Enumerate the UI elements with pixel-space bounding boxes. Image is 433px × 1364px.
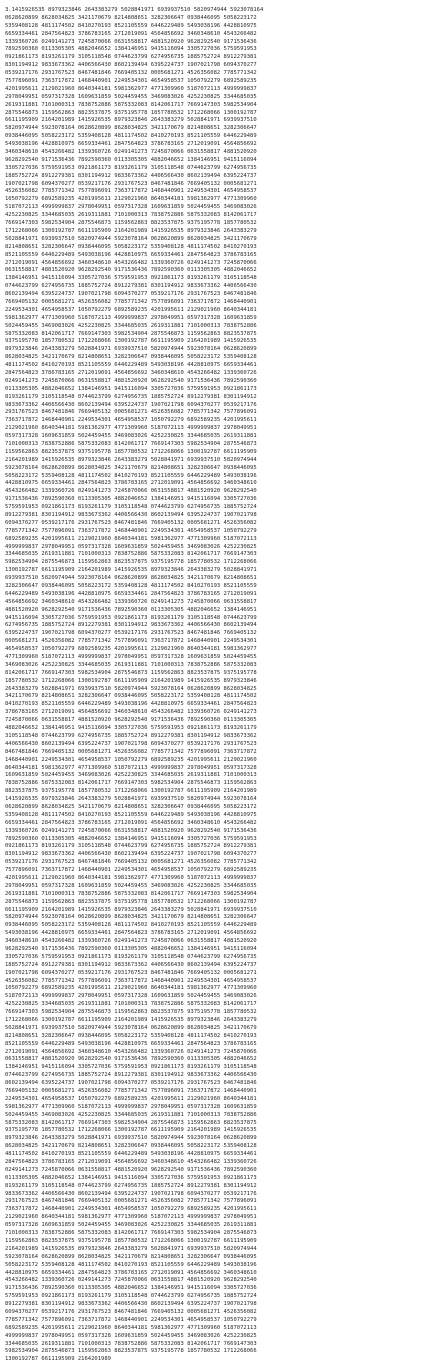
- digit-line: 8823537875 9375195778 1857780532 1712268066 1300192787 6611195909 2164201989: [5, 788, 257, 795]
- digit-line: 9171536436 7892590360 0113305305 4882046652 1384146951 9415116094 3305727036: [5, 1285, 257, 1292]
- digit-line: 7785771342 7577896091 7363717872 1468440901 2249534301 4654958537 1050792279: [5, 1316, 257, 1323]
- digit-line: 2875546873 1159562863 8823537875 9375195778 1857780532 1712268066 1300192787: [5, 898, 257, 905]
- digit-line: 5759591953 0921861173 8193261179 3105118548 0744623799 6274956735 1885752724: [5, 1293, 257, 1300]
- digit-line: 4654958537 1050792279 6892589235 4201995611 2129021960 8640344181 5981362977: [5, 646, 257, 653]
- digit-line: 0113305305 4882046652 1384146951 9415116094 3305727036 5759591953 0921861173: [5, 385, 257, 392]
- digit-line: 0597317328 1609631859 5024459455 3469083026 4252230825 3344685035 2619311881: [5, 433, 257, 440]
- digit-line: 4771309960 5187072113 4999999837 2978049951 0597317328 1609631859 5024459455: [5, 654, 257, 661]
- digit-line: 5187072113 4999999837 2978049951 0597317328 1609631859 5024459455 3469083026: [5, 993, 257, 1000]
- digit-line: 2164201989 1415926535 8979323846 2643383279 5028841971 6939937510 5820974944: [5, 456, 257, 463]
- digit-line: 1415926535 8979323846 2643383279 5028841971 6939937510 5820974944 5923078164: [5, 796, 257, 803]
- digit-line: 7669405132 0005681271 4526356082 7785771342 7577896091 7363717872 1468440901: [5, 298, 257, 305]
- digit-line: 0938446095 5058223172 5359408128 4811174502 8410270193 8521105559 6446229489: [5, 133, 257, 140]
- digit-line: 7245870066 0631558817 4881520920 9628292540 9171536436 7892590360 0113305305: [5, 717, 257, 724]
- digit-line: 4543266482 1339360726 0249141273 7245870066 0631558817 4881520920 9628292540: [5, 1277, 257, 1284]
- digit-line: 5058223172 5359408128 4811174502 8410270193 8521105559 6446229489 5493038196: [5, 472, 257, 479]
- digit-line: 8193261179 3105118548 0744623799 6274956735 1885752724 8912279381 8301194912: [5, 393, 257, 400]
- digit-line: 1384146951 9415116094 3305727036 5759591953 0921861173 8193261179 3105118548: [5, 1064, 257, 1071]
- digit-line: 8214808651 3282306647 0938446095 5058223172 5359408128 4811174502 8410270193: [5, 1032, 257, 1039]
- digit-line: 7669405132 0005681271 4526356082 7785771342 7577896091 7363717872 1468440901: [5, 1088, 257, 1095]
- digit-line: 5024459455 3469083026 4252230825 3344685035 2619311881 7101000313 7838752886: [5, 322, 257, 329]
- digit-line: 1050792279 6892589235 4201995611 2129021960 8640344181 5981362977 4771309960: [5, 985, 257, 992]
- digit-line: 3421170679 8214808651 3282306647 0938446095 5058223172 5359408128 4811174502: [5, 693, 257, 700]
- digit-line: 0597317328 1609631859 5024459455 3469083026 4252230825 3344685035 2619311881: [5, 1222, 257, 1229]
- digit-line: 7577896091 7363717872 1468440901 2249534301 4654958537 1050792279 6892589235: [5, 867, 257, 874]
- digit-line: 6892589235 4201995611 2129021960 8640344181 5981362977 4771309960 5187072113: [5, 535, 257, 542]
- digit-line: 8912279381 8301194912 9833673362 4406566430 8602139494 6395224737 1907021798: [5, 512, 257, 518]
- digit-line: 0631558817 4881520920 9628292540 9171536436 7892590360 0113305305 4882046652: [5, 1056, 257, 1063]
- digit-line: 1050792279 6892589235 4201995611 2129021960 8640344181 5981362977 4771309960: [5, 196, 257, 203]
- digit-line: 2619311881 7101000313 7838752886 5875332083 8142061717 7669147303 5982534904: [5, 101, 257, 108]
- digit-line: 5820974944 5923078164 0628620899 8628034825 3421170679 8214808651 3282306647: [5, 914, 257, 921]
- digit-line: 1339360726 0249141273 7245870066 0631558817 4881520920 9628292540 9171536436: [5, 827, 257, 834]
- digit-line: 5024459455 3469083026 4252230825 3344685035 2619311881 7101000313 7838752886: [5, 1111, 257, 1118]
- digit-line: 8602139494 6395224737 1907021798 6094370277 0539217176 2931767523 8467481846: [5, 291, 257, 298]
- digit-line: 5875332083 8142061717 7669147303 5982534904 2875546873 1159562863 8823537875: [5, 330, 257, 337]
- digit-line: 8521105559 6446229489 5493038196 4428810975 6659334461 2847564823 3786783165: [5, 1040, 257, 1047]
- digit-line: 7363717872 1468440901 2249534301 4654958537 1050792279 6892589235 4201995611: [5, 1206, 257, 1213]
- digit-line: 1609631859 5024459455 3469083026 4252230825 3344685035 2619311881 7101000313: [5, 772, 257, 779]
- digit-line: 6611195909 2164201989 1415926535 8979323846 2643383279 5028841971 6939937510: [5, 117, 257, 124]
- digit-line: 4564856692 3460348610 4543266482 1339360726 0249141273 7245870066 0631558817: [5, 598, 257, 605]
- digit-line: 0744623799 6274956735 1885752724 8912279381 8301194912 9833673362 4406566430: [5, 283, 257, 290]
- digit-line: 3460348610 4543266482 1339360726 0249141273 7245870066 0631558817 4881520920: [5, 149, 257, 156]
- digit-line: 9375195778 1857780532 1712268066 1300192787 6611195909 2164201989 1415926535: [5, 338, 257, 345]
- digit-line: 0631558817 4881520920 9628292540 9171536436 7892590360 0113305305 4882046652: [5, 267, 257, 274]
- digit-line: 3105118548 0744623799 6274956735 1885752724 8912279381 8301194912 9833673362: [5, 732, 257, 739]
- digit-line: 0921861173 8193261179 3105118548 0744623799 6274956735 1885752724 8912279381: [5, 843, 257, 850]
- digit-line: 3460348610 4543266482 1339360726 0249141273 7245870066 0631558817 4881520920: [5, 938, 257, 945]
- digit-line: 5359408128 4811174502 8410270193 8521105559 6446229489 5493038196 4428810975: [5, 22, 257, 29]
- digit-line: 3786783165 2712019091 4564856692 3460348610 4543266482 1339360726 0249141273: [5, 709, 257, 716]
- digit-line: 5028841971 6939937510 5820974944 5923078164 0628620899 8628034825 3421170679: [5, 1024, 257, 1031]
- digit-line: 9375195778 1857780532 1712268066 1300192787 6611195909 2164201989 1415926535: [5, 1127, 257, 1134]
- pi-digits-document: [5, 7, 429, 1363]
- digit-line: 8912279381 8301194912 9833673362 4406566430 8602139494 6395224737 1907021798: [5, 1301, 257, 1308]
- digit-line: 0921861173 8193261179 3105118548 0744623799 6274956735 1885752724 8912279381: [5, 54, 257, 61]
- digit-line: 4252230825 3344685035 2619311881 7101000313 7838752886 5875332083 8142061717: [5, 212, 257, 219]
- digit-line: 8193261179 3105118548 0744623799 6274956735 1885752724 8912279381 8301194912: [5, 1182, 257, 1189]
- digit-line: 7838752886 5875332083 8142061717 7669147303 5982534904 2875546873 1159562863: [5, 780, 257, 787]
- digit-line: 3344685035 2619311881 7101000313 7838752886 5875332083 8142061717 7669147303: [5, 551, 257, 558]
- digit-line: 1300192787 6611195909 2164201989 1415926535 8979323846 2643383279 5028841971: [5, 567, 257, 574]
- digit-line: 2847564823 3786783165 2712019091 4564856692 3460348610 4543266482 1339360726: [5, 369, 257, 376]
- digit-line: 2129021960 8640344181 5981362977 4771309960 5187072113 4999999837 2978049951: [5, 1214, 257, 1221]
- digit-line: 4881520920 9628292540 9171536436 7892590360 0113305305 4882046652 1384146951: [5, 606, 257, 613]
- digit-line: 2875546873 1159562863 8823537875 9375195778 1857780532 1712268066 1300192787: [5, 109, 257, 116]
- digit-line: 4999999837 2978049951 0597317328 1609631859 5024459455 3469083026 4252230825: [5, 1332, 257, 1339]
- digit-line: 4526356082 7785771342 7577896091 7363717872 1468440901 2249534301 4654958537: [5, 188, 257, 195]
- digit-line: 4252230825 3344685035 2619311881 7101000313 7838752886 5875332083 8142061717: [5, 1001, 257, 1008]
- digit-line: 2643383279 5028841971 6939937510 5820974944 5923078164 0628620899 8628034825: [5, 685, 257, 692]
- digit-line: 1712268066 1300192787 6611195909 2164201989 1415926535 8979323846 2643383279: [5, 1017, 257, 1023]
- digit-line: 7363717872 1468440901 2249534301 4654958537 1050792279 6892589235 4201995611: [5, 417, 257, 424]
- digit-line: 5923078164 0628620899 8628034825 3421170679 8214808651 3282306647 0938446095: [5, 1253, 257, 1260]
- digit-line: 2129021960 8640344181 5981362977 4771309960 5187072113 4999999837 2978049951: [5, 425, 257, 432]
- digit-line: 9628292540 9171536436 7892590360 0113305305 4882046652 1384146951 9415116094: [5, 156, 257, 163]
- digit-line: 6094370277 0539217176 2931767523 8467481846 7669405132 0005681271 4526356082: [5, 519, 257, 526]
- digit-line: 8301194912 9833673362 4406566430 8602139494 6395224737 1907021798 6094370277: [5, 62, 257, 69]
- digit-line: 8628034825 3421170679 8214808651 3282306647 0938446095 5058223172 5359408128: [5, 1143, 257, 1150]
- digit-line: 7892590360 0113305305 4882046652 1384146951 9415116094 3305727036 5759591953: [5, 46, 257, 53]
- digit-line: 4882046652 1384146951 9415116094 3305727036 5759591953 0921861173 8193261179: [5, 725, 257, 732]
- digit-line: 1885752724 8912279381 8301194912 9833673362 4406566430 8602139494 6395224737: [5, 172, 257, 179]
- digit-line: 3.1415926535 8979323846 2643383279 5028841971 6939937510 5820974944 5923078164: [5, 7, 264, 13]
- digit-line: 1907021798 6094370277 0539217176 2931767523 8467481846 7669405132 0005681271: [5, 180, 257, 187]
- digit-line: 0628620899 8628034825 3421170679 8214808651 3282306647 0938446095 5058223172: [5, 803, 257, 810]
- digit-line: 5820974944 5923078164 0628620899 8628034825 3421170679 8214808651 3282306647: [5, 125, 257, 132]
- digit-line: 9628292540 9171536436 7892590360 0113305305 4882046652 1384146951 9415116094: [5, 945, 257, 952]
- digit-line: 2847564823 3786783165 2712019091 4564856692 3460348610 4543266482 1339360726: [5, 1159, 257, 1166]
- digit-line: 2978049951 0597317328 1609631859 5024459455 3469083026 4252230825 3344685035: [5, 93, 257, 100]
- digit-line: 1159562863 8823537875 9375195778 1857780532 1712268066 1300192787 6611195909: [5, 448, 257, 455]
- digit-line: 8979323846 2643383279 5028841971 6939937510 5820974944 5923078164 0628620899: [5, 346, 257, 353]
- digit-line: 4406566430 8602139494 6395224737 1907021798 6094370277 0539217176 2931767523: [5, 740, 257, 747]
- digit-line: 4811174502 8410270193 8521105559 6446229489 5493038196 4428810975 6659334461: [5, 1151, 257, 1158]
- digit-line: 8410270193 8521105559 6446229489 5493038196 4428810975 6659334461 2847564823: [5, 701, 257, 708]
- digit-line: 4811174502 8410270193 8521105559 6446229489 5493038196 4428810975 6659334461: [5, 362, 257, 369]
- digit-line: 5187072113 4999999837 2978049951 0597317328 1609631859 5024459455 3469083026: [5, 204, 257, 211]
- digit-line: 4999999837 2978049951 0597317328 1609631859 5024459455 3469083026 4252230825: [5, 543, 257, 550]
- digit-line: 0005681271 4526356082 7785771342 7577896091 7363717872 1468440901 2249534301: [5, 638, 257, 645]
- digit-line: 3305727036 5759591953 0921861173 8193261179 3105118548 0744623799 6274956735: [5, 953, 257, 960]
- digit-line: 8979323846 2643383279 5028841971 6939937510 5820974944 5923078164 0628620899: [5, 1135, 257, 1142]
- digit-line: 4543266482 1339360726 0249141273 7245870066 0631558817 4881520920 9628292540: [5, 488, 257, 495]
- digit-line: 6094370277 0539217176 2931767523 8467481846 7669405132 0005681271 4526356082: [5, 1308, 257, 1315]
- digit-line: 8467481846 7669405132 0005681271 4526356082 7785771342 7577896091 7363717872: [5, 748, 257, 755]
- digit-line: 0744623799 6274956735 1885752724 8912279381 8301194912 9833673362 4406566430: [5, 1072, 257, 1079]
- digit-line: 3282306647 0938446095 5058223172 5359408128 4811174502 8410270193 8521105559: [5, 583, 257, 590]
- digit-line: 5028841971 6939937510 5820974944 5923078164 0628620899 8628034825 3421170679: [5, 235, 257, 242]
- digit-line: 2164201989 1415926535 8979323846 2643383279 5028841971 6939937510 5820974944: [5, 1245, 257, 1252]
- digit-line: 3344685035 2619311881 7101000313 7838752886 5875332083 8142061717 7669147303: [5, 1340, 257, 1347]
- digit-line: 1712268066 1300192787 6611195909 2164201989 1415926535 8979323846 2643383279: [5, 227, 257, 234]
- digit-line: 2249534301 4654958537 1050792279 6892589235 4201995611 2129021960 8640344181: [5, 1095, 257, 1102]
- digit-line: 4526356082 7785771342 7577896091 7363717872 1468440901 2249534301 4654958537: [5, 977, 257, 984]
- digit-line: 5982534904 2875546873 1159562863 8823537875 9375195778 1857780532 1712268066: [5, 559, 257, 566]
- digit-line: 6659334461 2847564823 3786783165 2712019091 4564856692 3460348610 4543266482: [5, 30, 257, 37]
- digit-line: 2249534301 4654958537 1050792279 6892589235 4201995611 2129021960 8640344181: [5, 306, 257, 313]
- digit-line: 3469083026 4252230825 3344685035 2619311881 7101000313 7838752886 5875332083: [5, 661, 257, 668]
- digit-line: 2978049951 0597317328 1609631859 5024459455 3469083026 4252230825 3344685035: [5, 882, 257, 889]
- digit-line: 1300192787 6611195909 2164201989: [5, 1356, 111, 1363]
- digit-line: 9833673362 4406566430 8602139494 6395224737 1907021798 6094370277 0539217176: [5, 401, 257, 408]
- digit-line: 8628034825 3421170679 8214808651 3282306647 0938446095 5058223172 5359408128: [5, 354, 257, 361]
- digit-line: 7101000313 7838752886 5875332083 8142061717 7669147303 5982534904 2875546873: [5, 1230, 257, 1237]
- digit-line: 2931767523 8467481846 7669405132 0005681271 4526356082 7785771342 7577896091: [5, 1198, 257, 1205]
- digit-line: 1907021798 6094370277 0539217176 2931767523 8467481846 7669405132 0005681271: [5, 969, 257, 976]
- digit-line: 7785771342 7577896091 7363717872 1468440901 2249534301 4654958537 1050792279: [5, 527, 257, 534]
- digit-line: 7669147303 5982534904 2875546873 1159562863 8823537875 9375195778 1857780532: [5, 1009, 257, 1016]
- digit-line: 5875332083 8142061717 7669147303 5982534904 2875546873 1159562863 8823537875: [5, 1119, 257, 1126]
- digit-line: 8214808651 3282306647 0938446095 5058223172 5359408128 4811174502 8410270193: [5, 243, 257, 250]
- digit-line: 2712019091 4564856692 3460348610 4543266482 1339360726 0249141273 7245870066: [5, 259, 257, 266]
- digit-line: 2712019091 4564856692 3460348610 4543266482 1339360726 0249141273 7245870066: [5, 1048, 257, 1055]
- digit-line: 5058223172 5359408128 4811174502 8410270193 8521105559 6446229489 5493038196: [5, 1261, 257, 1268]
- digit-line: 5493038196 4428810975 6659334461 2847564823 3786783165 2712019091 4564856692: [5, 930, 257, 937]
- digit-line: 0113305305 4882046652 1384146951 9415116094 3305727036 5759591953 0921861173: [5, 1174, 257, 1181]
- digit-line: 2931767523 8467481846 7669405132 0005681271 4526356082 7785771342 7577896091: [5, 409, 257, 416]
- digit-line: 8602139494 6395224737 1907021798 6094370277 0539217176 2931767523 8467481846: [5, 1080, 257, 1087]
- digit-line: 0249141273 7245870066 0631558817 4881520920 9628292540 9171536436 7892590360: [5, 1166, 257, 1173]
- digit-line: 1159562863 8823537875 9375195778 1857780532 1712268066 1300192787 6611195909: [5, 1237, 257, 1244]
- digit-line: 1384146951 9415116094 3305727036 5759591953 0921861173 8193261179 3105118548: [5, 275, 257, 282]
- digit-line: 4428810975 6659334461 2847564823 3786783165 2712019091 4564856692 3460348610: [5, 480, 257, 487]
- digit-line: 8301194912 9833673362 4406566430 8602139494 6395224737 1907021798 6094370277: [5, 851, 257, 858]
- digit-line: 6892589235 4201995611 2129021960 8640344181 5981362977 4771309960 5187072113: [5, 1324, 257, 1331]
- digit-line: 4201995611 2129021960 8640344181 5981362977 4771309960 5187072113 4999999837: [5, 874, 257, 881]
- digit-line: 4428810975 6659334461 2847564823 3786783165 2712019091 4564856692 3460348610: [5, 1269, 257, 1276]
- digit-line: 6395224737 1907021798 6094370277 0539217176 2931767523 8467481846 7669405132: [5, 630, 257, 637]
- digit-line: 9171536436 7892590360 0113305305 4882046652 1384146951 9415116094 3305727036: [5, 496, 257, 503]
- digit-line: 7577896091 7363717872 1468440901 2249534301 4654958537 1050792279 6892589235: [5, 78, 257, 85]
- digit-line: 5359408128 4811174502 8410270193 8521105559 6446229489 5493038196 4428810975: [5, 811, 257, 818]
- digit-line: 0628620899 8628034825 3421170679 8214808651 3282306647 0938446095 5058223172: [5, 14, 257, 21]
- digit-line: 1885752724 8912279381 8301194912 9833673362 4406566430 8602139494 6395224737: [5, 961, 257, 968]
- digit-line: 6611195909 2164201989 1415926535 8979323846 2643383279 5028841971 6939937510: [5, 906, 257, 913]
- digit-line: 0539217176 2931767523 8467481846 7669405132 0005681271 4526356082 7785771342: [5, 70, 257, 77]
- digit-line: 4201995611 2129021960 8640344181 5981362977 4771309960 5187072113 4999999837: [5, 85, 257, 92]
- digit-line: 5981362977 4771309960 5187072113 4999999837 2978049951 0597317328 1609631859: [5, 1103, 257, 1110]
- digit-line: 9415116094 3305727036 5759591953 0921861173 8193261179 3105118548 0744623799: [5, 614, 257, 621]
- digit-line: 7892590360 0113305305 4882046652 1384146951 9415116094 3305727036 5759591953: [5, 835, 257, 842]
- digit-line: 5982534904 2875546873 1159562863 8823537875 9375195778 1857780532 1712268066: [5, 1348, 257, 1355]
- digit-line: 1857780532 1712268066 1300192787 6611195909 2164201989 1415926535 8979323846: [5, 677, 257, 684]
- digit-line: 6939937510 5820974944 5923078164 0628620899 8628034825 3421170679 8214808651: [5, 575, 257, 582]
- digit-line: 1339360726 0249141273 7245870066 0631558817 4881520920 9628292540 9171536436: [5, 38, 257, 45]
- digit-line: 0938446095 5058223172 5359408128 4811174502 8410270193 8521105559 6446229489: [5, 922, 257, 929]
- digit-line: 0249141273 7245870066 0631558817 4881520920 9628292540 9171536436 7892590360: [5, 377, 257, 384]
- digit-line: 6274956735 1885752724 8912279381 8301194912 9833673362 4406566430 8602139494: [5, 622, 257, 629]
- digit-line: 7669147303 5982534904 2875546873 1159562863 8823537875 9375195778 1857780532: [5, 220, 257, 227]
- digit-line: 5759591953 0921861173 8193261179 3105118548 0744623799 6274956735 1885752724: [5, 504, 257, 511]
- digit-line: 8521105559 6446229489 5493038196 4428810975 6659334461 2847564823 3786783165: [5, 251, 257, 258]
- digit-line: 6659334461 2847564823 3786783165 2712019091 4564856692 3460348610 4543266482: [5, 819, 257, 826]
- digit-line: 5493038196 4428810975 6659334461 2847564823 3786783165 2712019091 4564856692: [5, 141, 257, 148]
- digit-line: 8142061717 7669147303 5982534904 2875546873 1159562863 8823537875 9375195778: [5, 669, 257, 676]
- digit-line: 0539217176 2931767523 8467481846 7669405132 0005681271 4526356082 7785771342: [5, 859, 257, 866]
- digit-line: 5981362977 4771309960 5187072113 4999999837 2978049951 0597317328 1609631859: [5, 314, 257, 321]
- digit-line: 3305727036 5759591953 0921861173 8193261179 3105118548 0744623799 6274956735: [5, 164, 257, 171]
- digit-line: 6446229489 5493038196 4428810975 6659334461 2847564823 3786783165 2712019091: [5, 590, 257, 597]
- digit-line: 7101000313 7838752886 5875332083 8142061717 7669147303 5982534904 2875546873: [5, 440, 257, 447]
- digit-line: 5923078164 0628620899 8628034825 3421170679 8214808651 3282306647 0938446095: [5, 464, 257, 471]
- digit-line: 9833673362 4406566430 8602139494 6395224737 1907021798 6094370277 0539217176: [5, 1190, 257, 1197]
- digit-line: 2619311881 7101000313 7838752886 5875332083 8142061717 7669147303 5982534904: [5, 890, 257, 897]
- digit-line: 1468440901 2249534301 4654958537 1050792279 6892589235 4201995611 2129021960: [5, 756, 257, 763]
- digit-line: 8640344181 5981362977 4771309960 5187072113 4999999837 2978049951 0597317328: [5, 764, 257, 771]
